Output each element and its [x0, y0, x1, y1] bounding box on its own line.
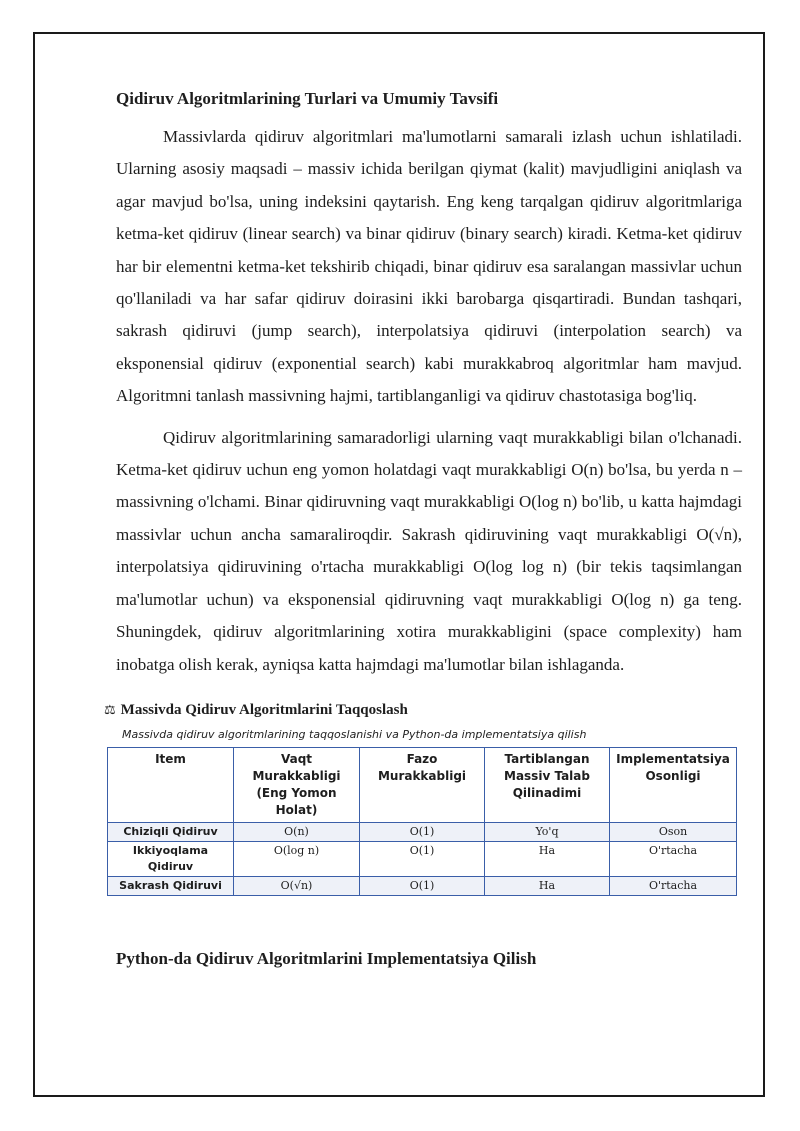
table-cell: O(√n)	[234, 876, 360, 895]
section-title: Qidiruv Algoritmlarining Turlari va Umumiy Tavsifi	[116, 89, 499, 108]
table-cell: O(1)	[360, 841, 485, 876]
header-cell: Implementatsiya Osonligi	[610, 747, 737, 822]
header-cell: Tartiblangan Massiv Talab Qilinadimi	[485, 747, 610, 822]
table-row	[108, 876, 737, 895]
table-cell: O'rtacha	[610, 876, 737, 895]
header-cell: Vaqt Murakkabligi (Eng Yomon Holat)	[234, 747, 360, 822]
row-label: Ikkiyoqlama Qidiruv	[108, 841, 234, 876]
table-cell: O'rtacha	[610, 841, 737, 876]
paragraph-complexity: Qidiruv algoritmlarining samaradorligi ularning vaqt murakkabligi bilan o'lchanadi. Ketma-ket qidiruv uchun eng yomon holatdagi vaqt murakkabligi O(n) bo'lsa, bu yerda n – massivning o'lchami. Binar qidiruvning vaqt murakkabligi O(log n) bo'lib, u katta hajmdagi massivlar uchun ancha samaraliroqdir. Sakrash qidiruvining vaqt murakkabligi O(√n), interpolatsiya qidiruvining o'rtacha murakkabligi O(log log n) (bir tekis taqsimlangan ma'lumotlar uchun) va eksponensial qidiruvning vaqt murakkabligi O(log n) ga teng. Shuningdek, qidiruv algoritmlarining xotira murakkabligini (space complexity) ham inobatga olish kerak, ayniqsa katta hajmdagi ma'lumotlar bilan ishlaganda.	[116, 427, 742, 674]
table-cell: O(log n)	[234, 841, 360, 876]
table-cell: Yo'q	[485, 822, 610, 841]
table-title	[104, 699, 742, 722]
paragraph-search-types: Massivlarda qidiruv algoritmlari ma'lumotlarni samarali izlash uchun ishlatiladi. Ularning asosiy maqsadi – massiv ichida berilgan qiymat (kalit) mavjudligini aniqlash va agar mavjud bo'lsa, uning indeksini qaytarish. Eng keng tarqalgan qidiruv algoritmlariga ketma-ket qidiruv (linear search) va binar qidiruv (binary search) kiradi. Ketma-ket qidiruv har bir elementni ketma-ket tekshirib chiqadi, binar qidiruv esa saralangan massivlar uchun qo'llaniladi va har safar qidiruv doirasini ikki barobarga qisqartiradi. Bundan tashqari, sakrash qidiruvi (jump search), interpolatsiya qidiruvi (interpolation search) va eksponensial qidiruv (exponential search) kabi murakkabroq algoritmlar ham mavjud. Algoritmni tanlash massivning hajmi, tartiblanganligi va qidiruv chastotasiga bog'liq.	[116, 127, 742, 406]
table-cell: Ha	[485, 876, 610, 895]
document-content	[104, 86, 742, 972]
table-cell: O(1)	[360, 876, 485, 895]
row-label: Sakrash Qidiruvi	[108, 876, 234, 895]
table-cell: Oson	[610, 822, 737, 841]
table-title-text: Massivda Qidiruv Algoritmlarini Taqqoslash	[120, 701, 408, 718]
table-cell: O(1)	[360, 822, 485, 841]
table-row	[108, 822, 737, 841]
python-section-title: Python-da Qidiruv Algoritmlarini Implementatsiya Qilish	[116, 948, 537, 968]
scale-icon: ⚖	[104, 702, 116, 718]
row-label: Chiziqli Qidiruv	[108, 822, 234, 841]
table-cell: Ha	[485, 841, 610, 876]
comparison-table	[107, 747, 737, 896]
table-subtitle: Massivda qidiruv algoritmlarining taqqoslanishi va Python-da implementatsiya qilish	[122, 727, 587, 741]
header-cell: Fazo Murakkabligi	[360, 747, 485, 822]
table-header-row	[108, 747, 737, 822]
table-cell: O(n)	[234, 822, 360, 841]
table-row	[108, 841, 737, 876]
header-cell: Item	[108, 747, 234, 822]
